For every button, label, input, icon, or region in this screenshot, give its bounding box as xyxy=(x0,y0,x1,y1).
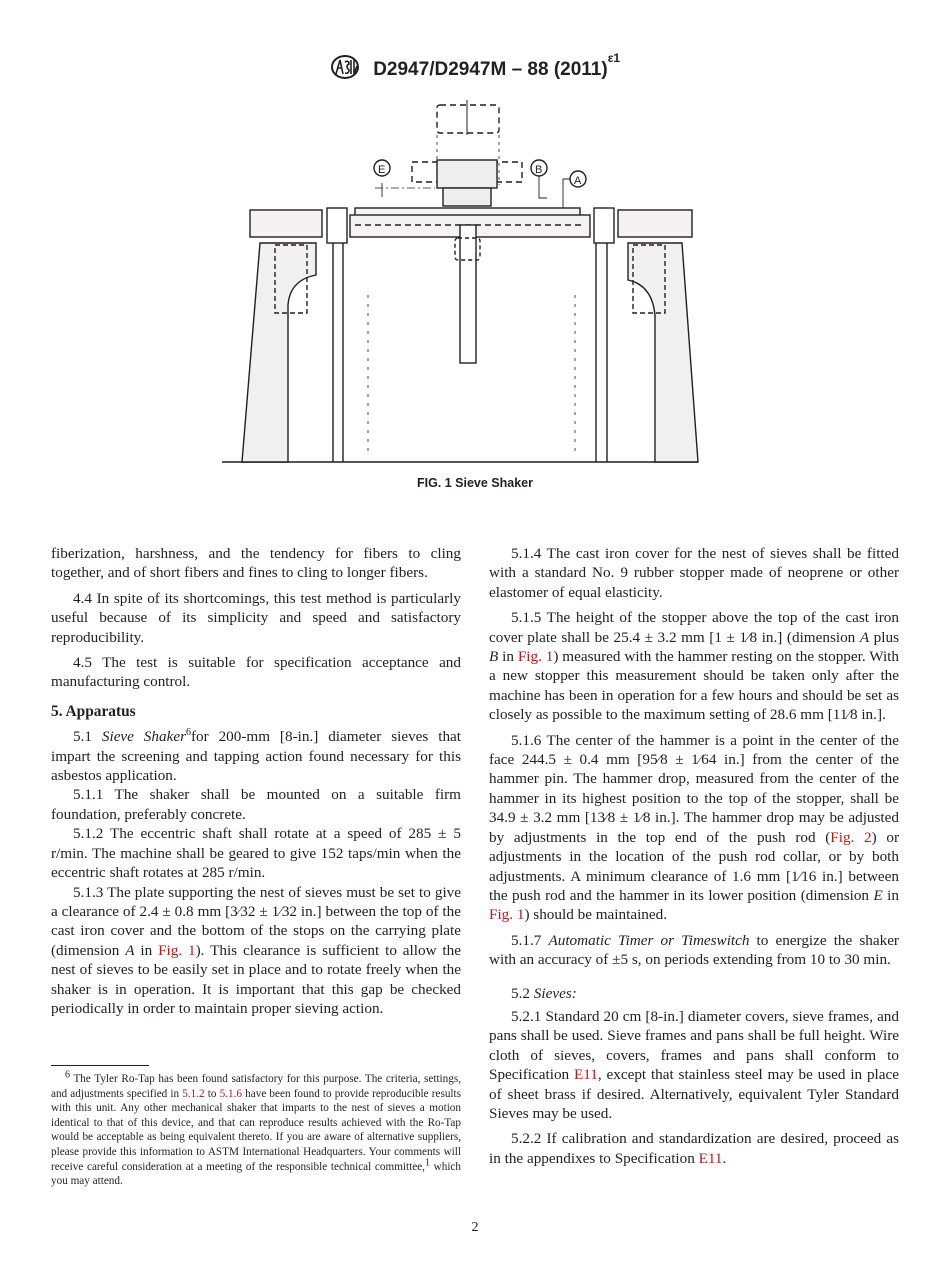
footnote-divider xyxy=(51,1065,149,1066)
svg-text:A: A xyxy=(574,175,582,187)
clause-text: plus xyxy=(869,628,899,646)
clause-text: in xyxy=(882,886,899,904)
footnote-6 xyxy=(51,1069,461,1189)
footnote-text: which you may attend. xyxy=(51,1160,461,1188)
dimension-label: E xyxy=(873,886,883,904)
fig-1-link[interactable]: Fig. 1 xyxy=(517,648,554,666)
designation-superscript: ε1 xyxy=(607,51,621,65)
paragraph-5-1-2: 5.1.2 The eccentric shaft shall rotate at a speed of 285 ± 5 r/min. The machine shall be geared to give 152 taps/min when the eccentric shaft rotates at 285 r/min. xyxy=(51,825,461,882)
clause-text: ) measured with the hammer resting on the stopper. With a new stopper this measurement should be taken only after the machine has been in operation for a few hours and should be set as closely as possible to the maximum setting of 28.6 mm [11⁄8 in.]. xyxy=(489,648,899,724)
footnote-ref-1[interactable]: 1 xyxy=(424,1156,430,1168)
clause-text: ). This clearance is sufficient to allow the nest of sieves to be easily set in place and to rotate freely when the shaker is in operation. It is important that this gap be checked periodically in order to maintain proper sieving action. xyxy=(51,941,461,1017)
paragraph-5-1-7 xyxy=(489,931,899,970)
clause-text: in xyxy=(498,648,518,666)
fig-2-link[interactable]: Fig. 2 xyxy=(830,828,872,846)
standard-designation: D2947/D2947M – 88 (2011) xyxy=(373,59,608,81)
clause-text: 5.2.1 Standard 20 cm [8-in.] diameter covers, sieve frames, and pans shall be used. Sieve frames and pans shall be full height. Wire cloth of sieves, covers, frames and pans shall conform to Specification xyxy=(489,1007,899,1084)
clause-text: ) should be maintained. xyxy=(524,906,668,924)
dimension-label: B xyxy=(489,648,499,666)
footnote-text: The Tyler Ro-Tap has been found satisfactory for this purpose. The criteria, settings, and adjustments specified in xyxy=(51,1073,461,1100)
footnote-text: to xyxy=(204,1087,220,1100)
paragraph-4-4: 4.4 In spite of its shortcomings, this test method is particularly useful because of its simplicity and speed and satisfactory reproducibility. xyxy=(51,589,461,646)
clause-text: 5.1.6 The center of the hammer is a point in the center of the face 244.5 ± 0.4 mm [95⁄8 ± 1⁄64 in.] from the center of the hammer pin. The hammer drop, measured from the center of the hammer in its highest position to the top of the stopper, shall be 34.9 ± 3.2 mm [13⁄8 ± 1⁄8 in.]. The hammer drop may be adjusted by adjustments in the top end of the push rod ( xyxy=(489,731,899,846)
astm-logo-icon xyxy=(330,54,360,86)
figure-caption: FIG. 1 Sieve Shaker xyxy=(416,476,534,490)
paragraph-5-2-1 xyxy=(489,1007,899,1123)
clause-text: , except that stainless steel may be used in place of sheet brass if desired. Alternatively, equivalent Tyler Standard Sieves may be used. xyxy=(489,1066,899,1122)
clause-text: 5.2.2 If calibration and standardization are desired, proceed as in the appendixes to Specification xyxy=(489,1130,899,1167)
paragraph-5-1-6 xyxy=(489,731,899,925)
sieve-shaker-figure xyxy=(220,95,700,475)
paragraph-5-2-2 xyxy=(489,1129,899,1168)
clause-number: 5.1 xyxy=(73,728,102,746)
dimension-label: A xyxy=(859,628,870,646)
clause-text: 5.1.3 The plate supporting the nest of sieves must be set to give a clearance of 2.4 ± 0.8 mm [3⁄32 ± 1⁄32 in.] between the top of the cast iron cover and the bottom of the stops on the carrying plate (dimension xyxy=(51,883,461,959)
svg-text:E: E xyxy=(378,164,386,176)
paragraph-5-1 xyxy=(51,727,461,785)
clause-5-1-6-link[interactable]: 5.1.6 xyxy=(219,1087,243,1100)
footnote-marker: 6 xyxy=(65,1069,70,1081)
paragraph-5-1-5 xyxy=(489,608,899,724)
footnote-ref-6[interactable]: 6 xyxy=(185,727,191,739)
clause-text: in xyxy=(134,941,159,959)
paragraph-5-1-4: 5.1.4 The cast iron cover for the nest of sieves shall be fitted with a standard No. 9 rubber stopper made of neoprene or other elastomer of equal elasticity. xyxy=(489,545,899,601)
clause-text: ) or adjustments in the location of the push rod collar, or by both adjustments. A minimum clearance of 1.6 mm [1⁄16 in.] between the push rod and the hammer in its lower position (dimension xyxy=(489,828,899,904)
clause-term: Sieve Shaker xyxy=(101,728,186,746)
dimension-label: A xyxy=(125,941,135,959)
paragraph-5-1-3 xyxy=(51,883,461,1019)
e11-link[interactable]: E11 xyxy=(698,1149,723,1167)
paragraph-4-5: 4.5 The test is suitable for specification acceptance and manufacturing control. xyxy=(51,654,461,691)
paragraph-5-2 xyxy=(489,984,899,1003)
section-heading-apparatus: 5. Apparatus xyxy=(51,702,136,720)
svg-text:B: B xyxy=(535,164,543,176)
clause-term: Automatic Timer or Timeswitch xyxy=(548,931,750,949)
clause-text: . xyxy=(722,1149,727,1167)
fig-1-link[interactable]: Fig. 1 xyxy=(489,906,525,924)
paragraph-5-1-1: 5.1.1 The shaker shall be mounted on a suitable firm foundation, preferably concrete. xyxy=(51,786,461,823)
left-column xyxy=(51,544,461,1024)
clause-number: 5.2 xyxy=(511,984,534,1002)
page-number: 2 xyxy=(471,1220,479,1235)
clause-text: to energize the shaker with an accuracy of ±5 s, on periods extending from 10 to 30 min. xyxy=(489,931,899,969)
fig-1-link[interactable]: Fig. 1 xyxy=(158,941,196,959)
page-header xyxy=(0,51,950,86)
footnote-text: have been found to provide reproducible results with this unit. Any other mechanical shaker that imparts to the nest of sieves a motion identical to that of this device, and that can reproduce results achieved with the Ro-Tap would be acceptable as being equivalent thereto. If you are aware of alternative suppliers, please provide this information to ASTM International Headquarters. Your comments will receive careful consideration at a meeting of the responsible technical committee, xyxy=(51,1087,461,1173)
clause-5-1-2-link[interactable]: 5.1.2 xyxy=(182,1087,205,1100)
clause-term: Sieves: xyxy=(533,984,577,1002)
paragraph-continued: fiberization, harshness, and the tendency for fibers to cling together, and of short fibers and fines to cling to longer fibers. xyxy=(51,545,461,582)
clause-text: for 200-mm [8-in.] diameter sieves that impart the screening and tapping action found necessary for this asbestos application. xyxy=(51,728,461,785)
e11-link[interactable]: E11 xyxy=(573,1066,598,1084)
clause-number: 5.1.7 xyxy=(511,931,549,949)
clause-text: 5.1.5 The height of the stopper above the top of the cast iron cover plate shall be 25.4 ± 3.2 mm [1 ± 1⁄8 in.] (dimension xyxy=(489,609,899,646)
right-column xyxy=(489,544,899,1174)
